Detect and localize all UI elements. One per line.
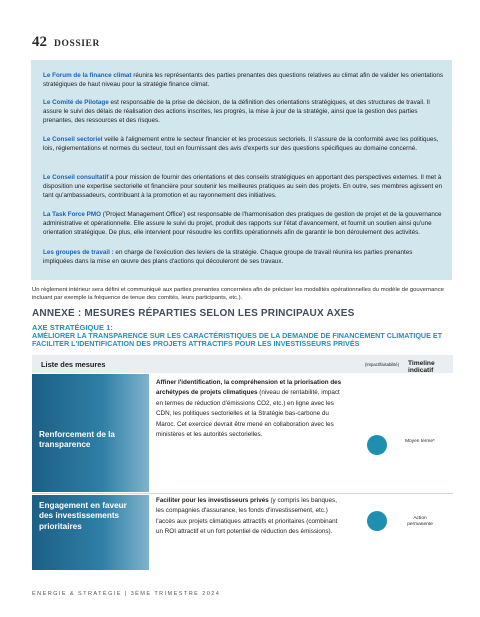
table-row-category [32, 374, 149, 492]
term-conseil-consultatif: Le Conseil consultatif [43, 174, 109, 181]
governance-paragraph [43, 174, 444, 200]
governance-paragraph [43, 99, 444, 125]
paragraph-text: a pour mission de fournir des orientations et des conseils stratégiques en apportant des perspectives externes. Il met à disposition une expertise sectorielle et financière pour soutenir les meilleures pratiques au sein des projets. En outre, ses membres agissent en tant qu'ambassadeurs, contribuant à la promotion et au rayonnement des initiatives. [43, 174, 443, 199]
page-header [32, 34, 100, 51]
row-divider [32, 493, 453, 494]
page-footer: ÉNERGIE & STRATÉGIE | 3ÈME TRIMESTRE 2024 [32, 591, 221, 597]
timeline-value: Action permanente [407, 516, 433, 527]
table-row-category [32, 495, 149, 570]
measure-lead: Faciliter pour les investisseurs privés [156, 497, 269, 504]
governance-box [31, 60, 452, 280]
governance-paragraph [43, 136, 444, 154]
section-title: DOSSIER [54, 39, 100, 49]
col-header-timeline: Timeline indicatif [408, 360, 435, 374]
paragraph-text: veille à l'alignement entre le secteur financier et les processus sectoriels. Il s'assure de la conformité avec les politiques, lois, réglementations et normes du secteur, tout en fournissant des avis d'experts sur des questions spécifiques au domaine concerné. [43, 136, 439, 152]
paragraph-text: ('Project Management Office') est responsable de l'harmonisation des pratiques de gestion de projet et de la gouvernance administrative et opérationnelle. Elle assure le suivi du projet, produit des rapports sur l'état d'avancement, et fournit un soutien ainsi qu'une orientation stratégique. De plus, elle intervient pour résoudre les conflits opérationnels afin de garantir le bon déroulement des activités. [43, 211, 442, 236]
term-conseil-sectoriel: Le Conseil sectoriel [43, 136, 103, 143]
paragraph-text: en charge de l'exécution des leviers de la stratégie. Chaque groupe de travail réunira les parties prenantes impliquées dans la mise en œuvre des plans d'actions qui découleront de ses travaux. [43, 249, 413, 265]
axe-description: AMÉLIORER LA TRANSPARENCE SUR LES CARACTÉRISTIQUES DE LA DEMANDE DE FINANCEMENT CLIMATIQUE ET FACILITER L'IDENTIFICATION DES PROJETS ATTRACTIFS POUR LES INVESTISSEURS PRIVÉS [32, 331, 443, 348]
measure-lead: Affiner l'identification, la compréhension et la priorisation des archétypes de projets climatiques [156, 379, 342, 397]
measure-description [156, 496, 346, 538]
axe-title: AXE STRATÉGIQUE 1: [32, 323, 113, 332]
measure-description [156, 378, 346, 440]
paragraph-text: est responsable de la prise de décision, de la définition des orientations stratégiques, et des structures de travail. Il assure le suivi des délais de réalisation des actions inscrites, les progrès, la mise à jour de la stratégie, ainsi que la gestion des parties prenantes, des ressources et des risques. [43, 99, 430, 124]
impact-indicator-circle [367, 435, 387, 455]
page-number: 42 [32, 34, 47, 50]
measure-text: (niveau de rentabilité, impact en termes de réduction d'émissions CO2, etc.) en ligne avec les CDN, les politiques sectorielles et la Stratégie bas-carbone du Maroc. Cet exercice devrait être mené en collaboration avec les ministères et les autorités sectorielles. [156, 389, 340, 439]
category-label: Renforcement de la transparence [39, 430, 115, 450]
col-header-measures: Liste des mesures [41, 360, 106, 369]
measure-text: (y compris les banques, les compagnies d'assurance, les fonds d'investissement, etc.) l'accès aux projets climatiques attractifs et prioritaires (combinant un ROI attractif et un fort potentiel de réduction des émissions). [156, 497, 338, 536]
rules-note: Un règlement intérieur sera défini et communiqué aux parties prenantes concernées afin de préciser les modalités opérationnelles du modèle de gouvernance incluant par exemple la fréquence de tenue des comités, leurs participants, etc.). [32, 287, 444, 301]
annex-title: ANNEXE : MESURES RÉPARTIES SELON LES PRINCIPAUX AXES [32, 308, 355, 319]
col-header-impact: (Impact/faisabilité) [365, 362, 399, 367]
paragraph-text: réunira les représentants des parties prenantes des questions relatives au climat afin de valider les orientations stratégiques de haut niveau pour la stratégie finance climat. [43, 72, 444, 88]
impact-indicator-circle [367, 511, 387, 531]
table-header [32, 355, 453, 373]
governance-paragraph [43, 211, 444, 237]
governance-paragraph [43, 72, 444, 90]
governance-paragraph [43, 249, 444, 267]
term-task-force-pmo: La Task Force PMO [43, 211, 101, 218]
term-groupes-travail: Les groupes de travail : [43, 249, 114, 256]
timeline-value: Moyen terme* [405, 439, 435, 444]
category-label: Engagement en faveur des investissements prioritaires [39, 501, 127, 531]
term-forum: Le Forum de la finance climat [43, 72, 132, 79]
term-comite-pilotage: Le Comité de Pilotage [43, 99, 109, 106]
